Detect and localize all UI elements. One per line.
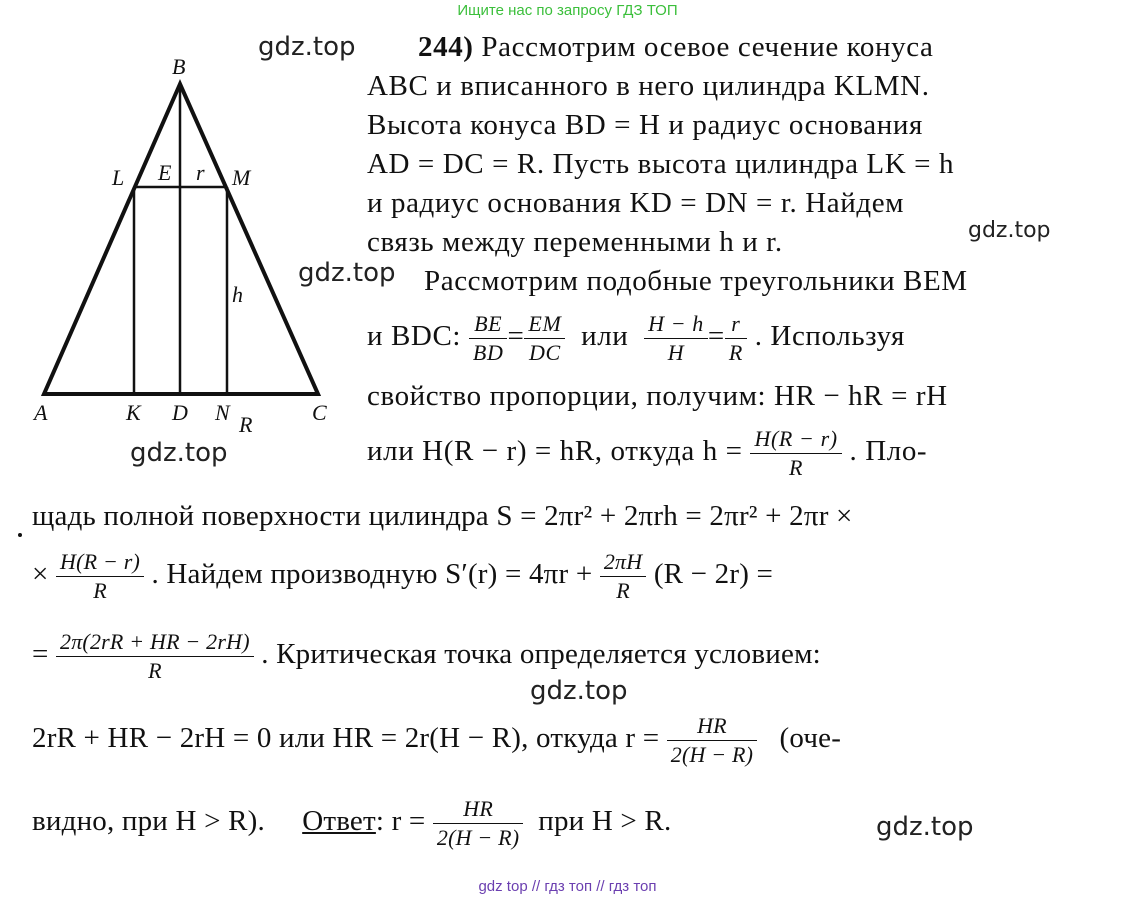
text-line-1: 244) Рассмотрим осевое сечение конуса <box>418 31 934 63</box>
text-line-9: свойство пропорции, получим: HR − hR = rH <box>367 380 948 412</box>
fraction: $\frac{HR}{2(H - R)}$ <box>433 795 523 852</box>
label-m: M <box>232 165 251 190</box>
fraction: $\frac{r}{R}$ <box>725 310 747 367</box>
label-c: C <box>312 400 327 425</box>
watermark: gdz.top <box>968 218 1051 243</box>
label-a: A <box>34 400 48 425</box>
watermark: gdz.top <box>258 32 356 62</box>
fraction: $\frac{H(R - r)}{R}$ <box>56 548 144 605</box>
watermark: gdz.top <box>130 438 228 468</box>
fraction: $\frac{HR}{2(H - R)}$ <box>667 712 757 769</box>
fraction: $\frac{H(R - r)}{R}$ <box>750 425 841 482</box>
fraction: $\frac{EM}{DC}$ <box>524 310 565 367</box>
label-r-small: r <box>196 160 205 185</box>
cone-section-figure <box>20 50 350 440</box>
label-l: L <box>112 165 125 190</box>
text-line-8: и BDC: $\frac{BE}{BD}$ = $\frac{EM}{DC}$ или $\frac{H - h}{H}$ = $\frac{r}{R}$ . Используя <box>367 311 905 365</box>
label-b: B <box>172 54 186 79</box>
label-e: E <box>158 160 172 185</box>
text-line-10: или H(R − r) = hR, откуда h = $\frac{H(R - r)}{R}$ . Пло- <box>367 426 928 480</box>
fraction: $\frac{2\pi H}{R}$ <box>600 548 647 605</box>
label-k: K <box>126 400 141 425</box>
label-r-big: R <box>239 412 253 437</box>
text-line-12: × $\frac{H(R - r)}{R}$ . Найдем производную S′(r) = 4πr + $\frac{2\pi H}{R}$ (R − 2r) = <box>32 549 774 603</box>
label-n: N <box>215 400 230 425</box>
watermark: gdz.top <box>530 676 628 706</box>
stray-dot <box>18 533 22 537</box>
label-h: h <box>232 282 243 307</box>
fraction: $\frac{BE}{BD}$ <box>469 310 508 367</box>
text-line-4: AD = DC = R. Пусть высота цилиндра LK = h <box>367 148 955 180</box>
watermark: gdz.top <box>298 258 396 288</box>
top-banner[interactable]: Ищите нас по запросу ГДЗ ТОП <box>457 2 678 19</box>
text-line-6: связь между переменными h и r. <box>367 226 783 258</box>
footer-links[interactable]: gdz top // гдз топ // гдз топ <box>478 878 657 895</box>
text-line-15: видно, при H > R). Ответ: r = $\frac{HR}{2(H - R)}$ при H > R. <box>32 796 672 850</box>
label-d: D <box>172 400 188 425</box>
watermark: gdz.top <box>876 812 974 842</box>
text-line-5: и радиус основания KD = DN = r. Найдем <box>367 187 905 219</box>
text-line-2: ABC и вписанного в него цилиндра KLMN. <box>367 70 930 102</box>
text-line-14: 2rR + HR − 2rH = 0 или HR = 2r(H − R), откуда r = $\frac{HR}{2(H - R)}$ (оче- <box>32 713 842 767</box>
text-line-13: = $\frac{2\pi(2rR + HR - 2rH)}{R}$ . Критическая точка определяется условием: <box>32 629 821 683</box>
text-line-3: Высота конуса BD = H и радиус основания <box>367 109 923 141</box>
fraction: $\frac{2\pi(2rR + HR - 2rH)}{R}$ <box>56 628 254 685</box>
fraction: $\frac{H - h}{H}$ <box>644 310 708 367</box>
answer-label: Ответ <box>302 805 376 838</box>
text-line-11: щадь полной поверхности цилиндра S = 2πr² + 2πrh = 2πr² + 2πr × <box>32 500 853 532</box>
problem-number: 244) <box>418 31 474 63</box>
text-line-7: Рассмотрим подобные треугольники BEM <box>424 265 968 297</box>
